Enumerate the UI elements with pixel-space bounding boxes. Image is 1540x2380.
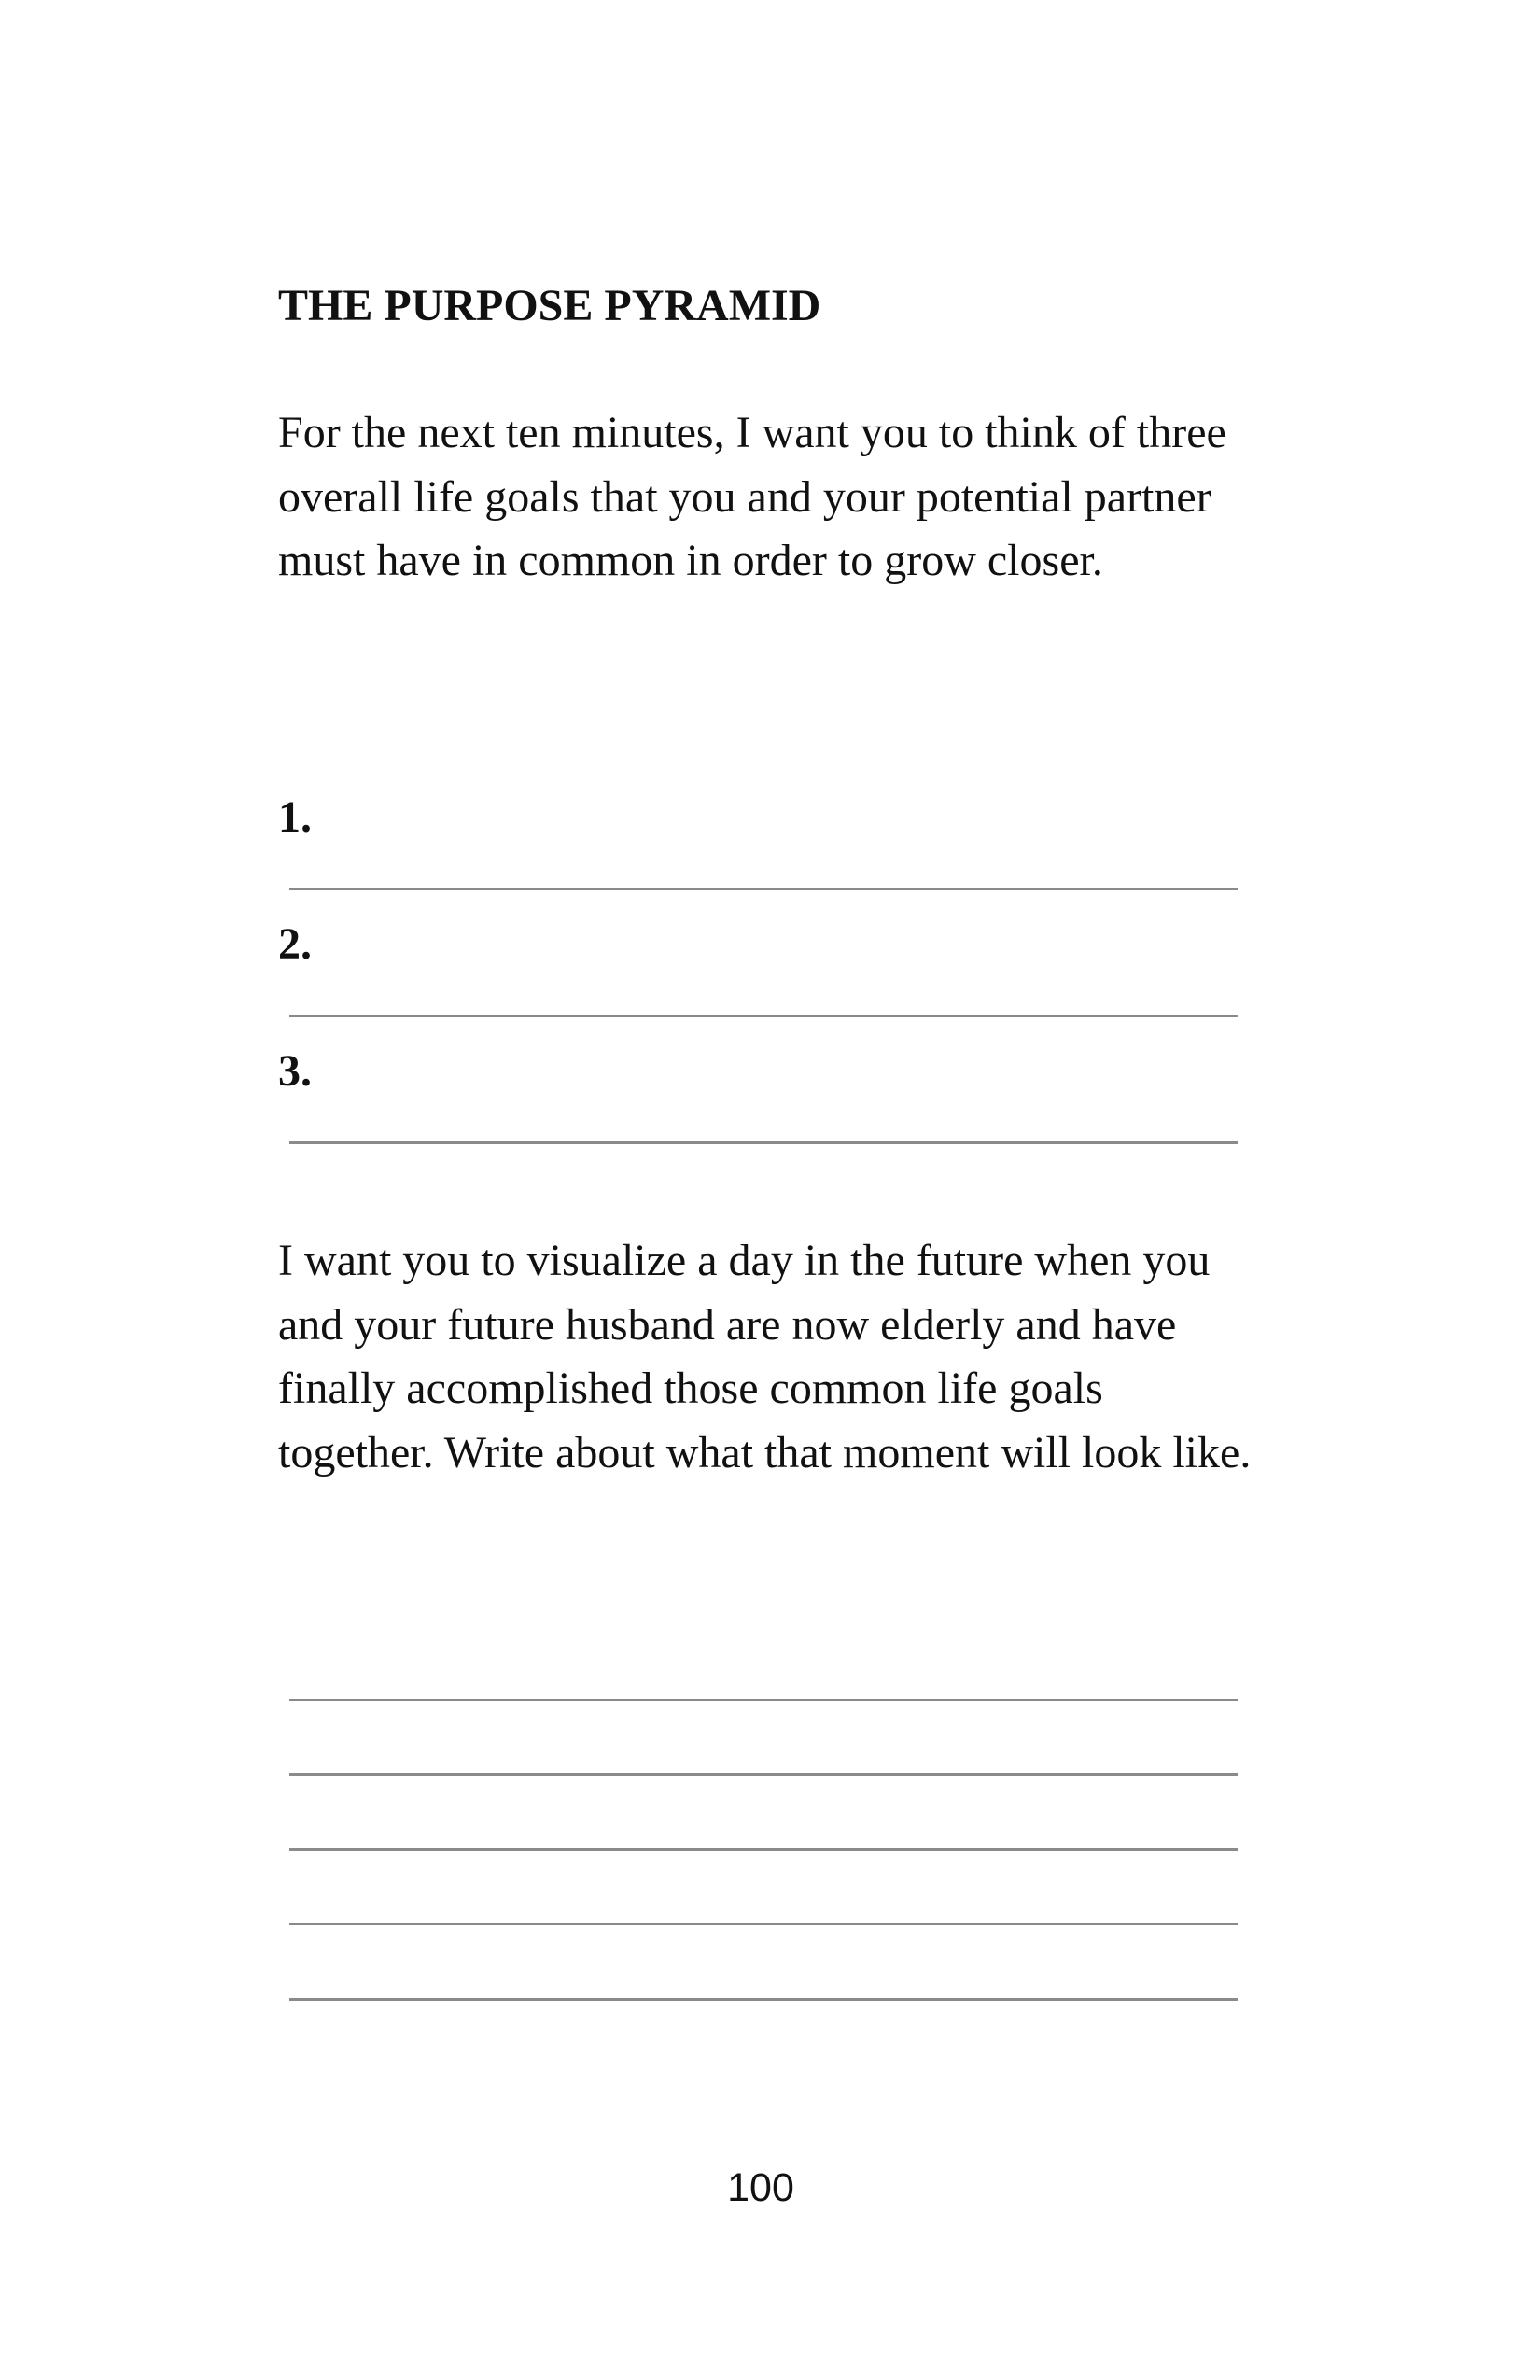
goal-1-label: 1. (278, 792, 312, 842)
writing-line[interactable] (289, 1923, 1238, 1925)
writing-line[interactable] (289, 1699, 1238, 1701)
page-number: 100 (727, 2165, 794, 2210)
goal-1-line[interactable] (289, 888, 1238, 890)
page-title: THE PURPOSE PYRAMID (278, 281, 821, 330)
writing-line[interactable] (289, 1848, 1238, 1851)
visualize-paragraph: I want you to visualize a day in the future when you and your future husband are now elderly and have finally accomplished those common life goals together. Write about what that moment will look like. (278, 1236, 1252, 1477)
goal-3-line[interactable] (289, 1141, 1238, 1144)
writing-line[interactable] (289, 1998, 1238, 2001)
intro-paragraph: For the next ten minutes, I want you to think of three overall life goals that you and your potential partner must have in common in order to grow closer. (278, 408, 1226, 585)
writing-line[interactable] (289, 1773, 1238, 1776)
goal-3-label: 3. (278, 1046, 312, 1096)
goal-2-label: 2. (278, 919, 312, 969)
goal-2-line[interactable] (289, 1015, 1238, 1017)
